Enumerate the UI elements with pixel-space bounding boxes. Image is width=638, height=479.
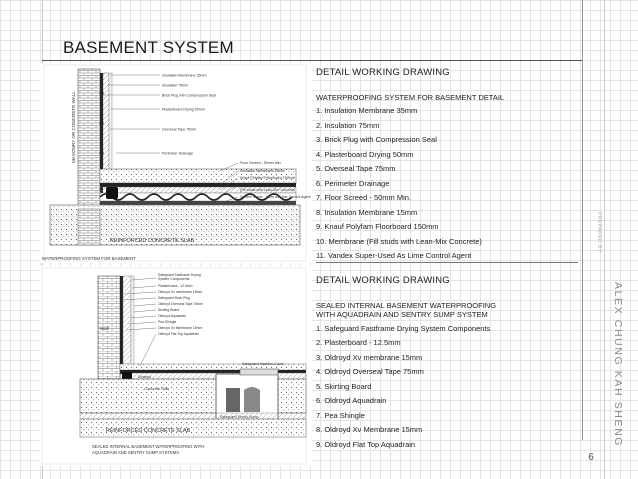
detail-1-item: 6. Perimeter Drainage — [316, 178, 390, 188]
detail-1-item: 5. Overseal Tape 75mm — [316, 164, 396, 173]
detail-2-item: 1. Safeguard Fastframe Drying System Components — [316, 323, 491, 333]
basement-detail-drawing-1 — [40, 63, 312, 263]
drawing-1-caption: WATERPROOFING SYSTEM FOR BASEMENT — [42, 256, 136, 261]
callout-2-7: Oldroyd Aquadrain — [158, 314, 187, 318]
credit-label-text: PREPARED BY: — [596, 212, 602, 255]
callout-2-10: Oldroyd Flat Top Aquadrain — [158, 332, 200, 336]
detail-2-item: 8. Oldroyd Xv Membrane 15mm — [316, 425, 423, 434]
detail-1-subtitle: WATERPROOFING SYSTEM FOR BASEMENT DETAIL — [316, 92, 505, 102]
callout-2-1b: System Components — [158, 277, 190, 281]
callout-4: Plasterboard Drying 50mm — [162, 107, 205, 112]
callout-2: Insulation 75mm — [162, 83, 189, 88]
detail-2-item: 6. Oldroyd Aquadrain — [316, 396, 387, 405]
wall-label-2: Wall — [100, 326, 109, 331]
callout-7: Floor Screed - 50mm Min. — [240, 161, 282, 165]
screed-label: Screed — [138, 374, 151, 379]
detail-2-text — [316, 274, 578, 452]
callout-11: Vandex Super - Used as Lime Control Agent — [240, 195, 311, 199]
callout-6: Perimeter Drainage — [162, 151, 194, 156]
detail-1-item: 11. Vandex Super-Used As Lime Control Agent — [316, 251, 472, 260]
section-divider — [316, 262, 578, 263]
detail-1-item: 3. Brick Plug with Compression Seal — [316, 135, 437, 144]
author-name-text: ALEX CHUNG KAH SHENG — [612, 282, 624, 448]
callout-2-4: Safeguard Brick Plug — [158, 296, 190, 300]
callout-2-6: Skirting Board — [158, 308, 180, 312]
right-rule-outer — [604, 0, 605, 479]
slab-label: REINFORCED CONCRETE SLAB — [110, 238, 195, 244]
basement-detail-drawing-2 — [40, 266, 312, 466]
title-divider — [42, 60, 582, 61]
detail-1-item: 8. Insulation Membrane 15mm — [316, 207, 418, 217]
detail-1-item: 1. Insulation Membrane 35mm — [316, 106, 418, 115]
detail-1-heading: DETAIL WORKING DRAWING — [316, 67, 450, 78]
wall-label: MASONRY OR CONCRETE WALL — [71, 91, 76, 163]
detail-1-item: 2. Insulation 75mm — [316, 120, 380, 130]
detail-2-item: 2. Plasterboard - 12.5mm — [316, 338, 401, 347]
detail-1-item: 4. Plasterboard Drying 50mm — [316, 149, 414, 159]
slab-label-2: REINFORCED CONCRETE SLAB — [106, 428, 191, 434]
detail-1-item: 10. Membrane (Fill studs with Lean-Mix Concrete) — [316, 236, 482, 246]
detail-2-subtitle: SEALED INTERNAL BASEMENT WATERPROOFING WITH AQUADRAIN AND SENTRY SUMP SYSTEM — [316, 300, 497, 319]
detail-2-item: 5. Skirting Board — [316, 381, 372, 391]
detail-1-item: 7. Floor Screed - 50mm Min. — [316, 193, 412, 202]
callout-2-3: Oldroyd Xv membrane 15mm — [158, 290, 203, 294]
slide-title: BASEMENT SYSTEM — [63, 38, 234, 57]
right-rule — [582, 0, 583, 440]
drawing-2-caption-1: SEALED INTERNAL BASEMENT WATERPROOFING WITH — [92, 444, 205, 449]
callout-9: Knauf Polyfam Floorboard 150mm — [240, 176, 295, 180]
callout-10: Membrane — [240, 183, 258, 187]
detail-2-heading: DETAIL WORKING DRAWING — [316, 275, 450, 286]
page-number: 6 — [588, 452, 594, 463]
concrete-label: Concrete Slab — [144, 386, 170, 391]
callout-8: Insulation Membrane 15mm — [240, 169, 285, 173]
brick-wall — [98, 276, 120, 386]
detail-1-text — [316, 66, 578, 264]
callout-2-2: Plasterboard - 12.5mm — [158, 284, 193, 288]
callout-10-note: (Fill studs with Lean-Mix Concrete) — [240, 188, 296, 192]
detail-2-item: 3. Oldroyd Xv membrane 15mm — [316, 352, 423, 362]
masonry-wall — [78, 69, 100, 209]
callout-1: Insulation Membrane 35mm — [162, 73, 207, 78]
callout-3: Brick Plug with Compression Seal — [162, 93, 216, 98]
detail-2-item: 9. Oldroyd Flat Top Aquadrain — [316, 439, 416, 449]
callout-2-5: Oldroyd Overseal Tape 75mm — [158, 302, 203, 306]
drawing-2-caption-2: AQUADRAIN AND SENTRY SUMP SYSTEMS — [92, 450, 180, 455]
detail-1-item: 9. Knauf Polyfam Floorboard 150mm — [316, 222, 439, 231]
machine-cover-label: Safeguard Machine Cover — [242, 362, 284, 366]
callout-5: Overseal Tape 75mm — [162, 127, 197, 132]
detail-2-item: 4. Oldroyd Overseal Tape 75mm — [316, 367, 424, 376]
callout-2-1: Safeguard Fastframe Drying — [158, 273, 201, 277]
detail-2-item: 7. Pea Shingle — [316, 410, 365, 420]
callout-2-9: Oldroyd Xv Membrane 15mm — [158, 326, 203, 330]
callout-2-8: Pea Shingle — [158, 320, 177, 324]
